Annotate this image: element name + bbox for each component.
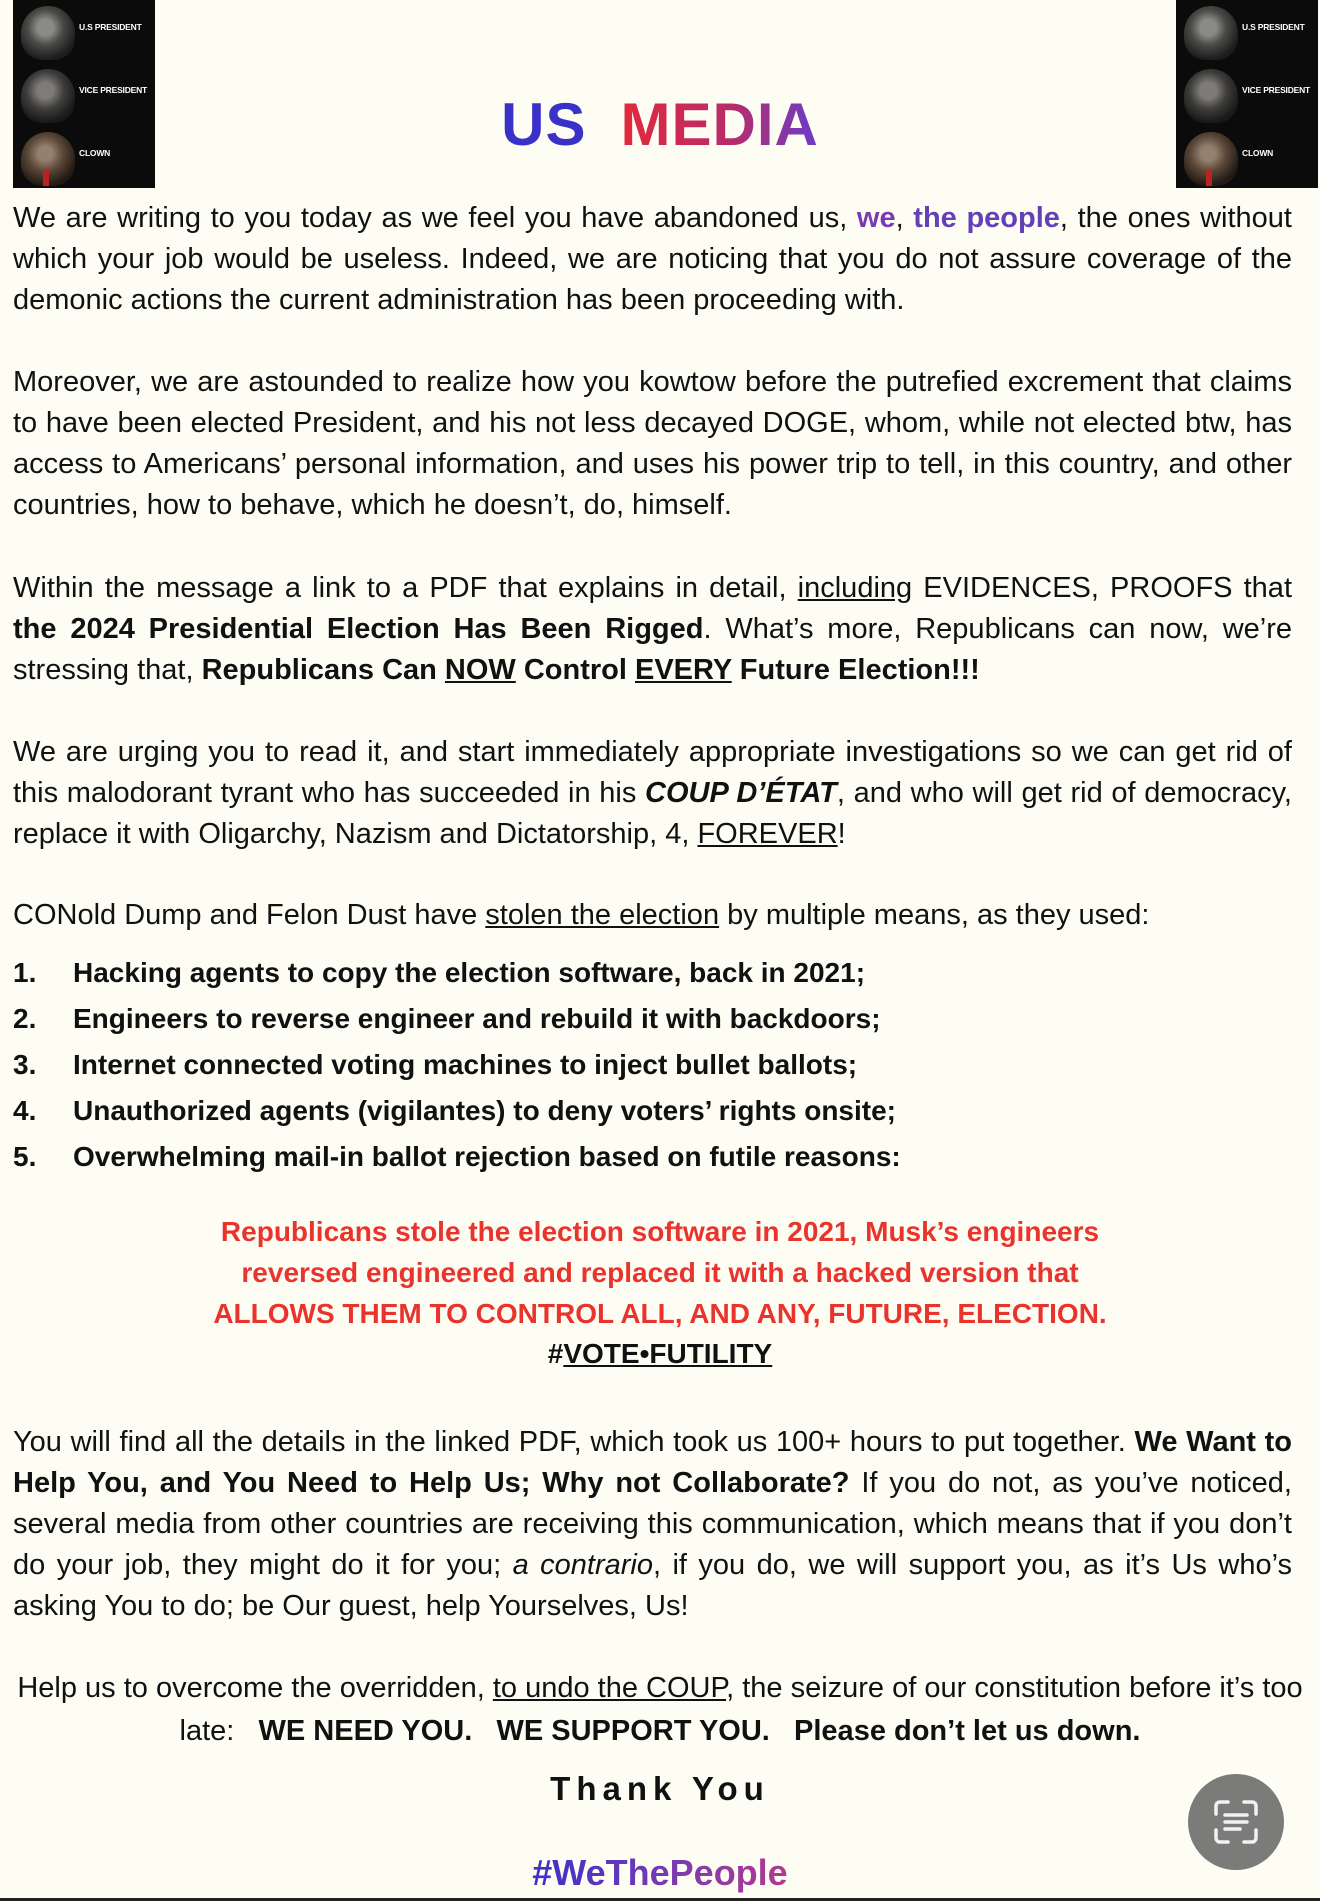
we-the-people-hashtag[interactable]: #WeThePeople — [532, 1852, 788, 1893]
scan-text-button[interactable] — [1188, 1774, 1284, 1870]
stolen-paragraph: CONold Dump and Felon Dust have stolen the election by multiple means, as they used: — [13, 899, 1150, 931]
forever-word: FOREVER — [697, 818, 838, 850]
coup-detat: COUP D’ÉTAT — [645, 777, 837, 809]
red-statement: Republicans stole the election software in 2021, Musk’s engineers reversed engineered and replaced it with a hacked version that ALLOWS THEM TO CONTROL ALL, AND ANY, FUTURE, ELECTION. — [213, 1216, 1107, 1329]
evidence-paragraph: Within the message a link to a PDF that explains in detail, including EVIDENCES, PROOFS that the 2024 Presidential Election Has Been Rigged. What’s more, Republicans can now, we’re stressing that, Republicans Can NOW Control EVERY Future Election!!! — [13, 572, 1292, 686]
list-item: 5. Overwhelming mail-in ballot rejection based on futile reasons: — [13, 1141, 901, 1172]
poster-panel-president — [13, 0, 155, 62]
page-title — [0, 90, 1320, 159]
list-item: 4. Unauthorized agents (vigilantes) to deny voters’ rights onsite; — [13, 1095, 897, 1126]
collaborate-statement: We Want to Help You, and You Need to Help Us; Why not Collaborate? — [13, 1426, 1292, 1499]
we-need-you: WE NEED YOU. — [258, 1715, 473, 1747]
intro-paragraph: We are writing to you today as we feel you have abandoned us, we, the people, the ones without which your job would be useless. Indeed, we are noticing that you do not assure coverage of the demonic actions the current administration has been proceeding with. — [13, 202, 1292, 316]
poster-panel-president — [1176, 0, 1318, 62]
thank-you-heading: Thank You — [550, 1770, 770, 1807]
help-paragraph: Help us to overcome the overridden, to undo the COUP, the seizure of our constitution before it’s too late: WE NEED YOU. WE SUPPORT YOU. Please don’t let us down. — [17, 1672, 1303, 1747]
highlight-we: we — [856, 202, 896, 234]
highlight-the-people: the people — [913, 202, 1060, 234]
underlined-including: including — [797, 572, 913, 604]
poster-caption: VICE PRESIDENT — [79, 85, 148, 95]
portrait — [21, 6, 75, 60]
poster-caption: CLOWN — [1242, 148, 1274, 158]
dont-let-us-down: Please don’t let us down. — [794, 1715, 1141, 1747]
stolen-the-election-link: stolen the election — [485, 899, 720, 931]
we-support-you: WE SUPPORT YOU. — [496, 1715, 770, 1747]
title-word-media: MEDIA — [620, 91, 819, 158]
tie — [1206, 170, 1212, 186]
title-word-us: US — [501, 91, 587, 158]
tie — [43, 170, 49, 186]
poster-caption: CLOWN — [79, 148, 111, 158]
list-item: 1. Hacking agents to copy the election software, back in 2021; — [13, 957, 866, 988]
poster-caption: U.S PRESIDENT — [79, 22, 142, 32]
vote-futility-hashtag[interactable]: #VOTE•FUTILITY — [547, 1338, 773, 1369]
list-item: 2. Engineers to reverse engineer and rebuild it with backdoors; — [13, 1003, 881, 1034]
portrait — [1184, 6, 1238, 60]
rigged-claim: the 2024 Presidential Election Has Been Rigged — [13, 613, 704, 645]
poster-caption: U.S PRESIDENT — [1242, 22, 1305, 32]
moreover-paragraph: Moreover, we are astounded to realize how you kowtow before the putrefied excrement that claims to have been elected President, and his not less decayed DOGE, whom, while not elected btw, has access to Americans’ personal information, and uses his power trip to tell, in this country, and other countries, how to behave, which he doesn’t, do, himself. — [13, 366, 1292, 521]
scan-text-icon — [1212, 1798, 1260, 1846]
pdf-paragraph: You will find all the details in the linked PDF, which took us 100+ hours to put together. We Want to Help You, and You Need to Help Us; Why not Collaborate? If you do not, as you’ve noticed, several media from other countries are receiving this communication, which means that if you don’t do your job, they might do it for you; a contrario, if you do, we will support you, as it’s Us who’s asking You to do; be Our guest, help Yourselves, Us! — [13, 1426, 1292, 1622]
list-item: 3. Internet connected voting machines to inject bullet ballots; — [13, 1049, 858, 1080]
poster-caption: VICE PRESIDENT — [1242, 85, 1311, 95]
means-list — [13, 950, 901, 1180]
undo-the-coup-link: to undo the COUP — [492, 1672, 727, 1704]
urging-paragraph: We are urging you to read it, and start immediately appropriate investigations so we can get rid of this malodorant tyrant who has succeeded in his COUP D’ÉTAT, and who will get rid of democracy, replace it with Oligarchy, Nazism and Dictatorship, 4, FOREVER! — [13, 736, 1292, 850]
